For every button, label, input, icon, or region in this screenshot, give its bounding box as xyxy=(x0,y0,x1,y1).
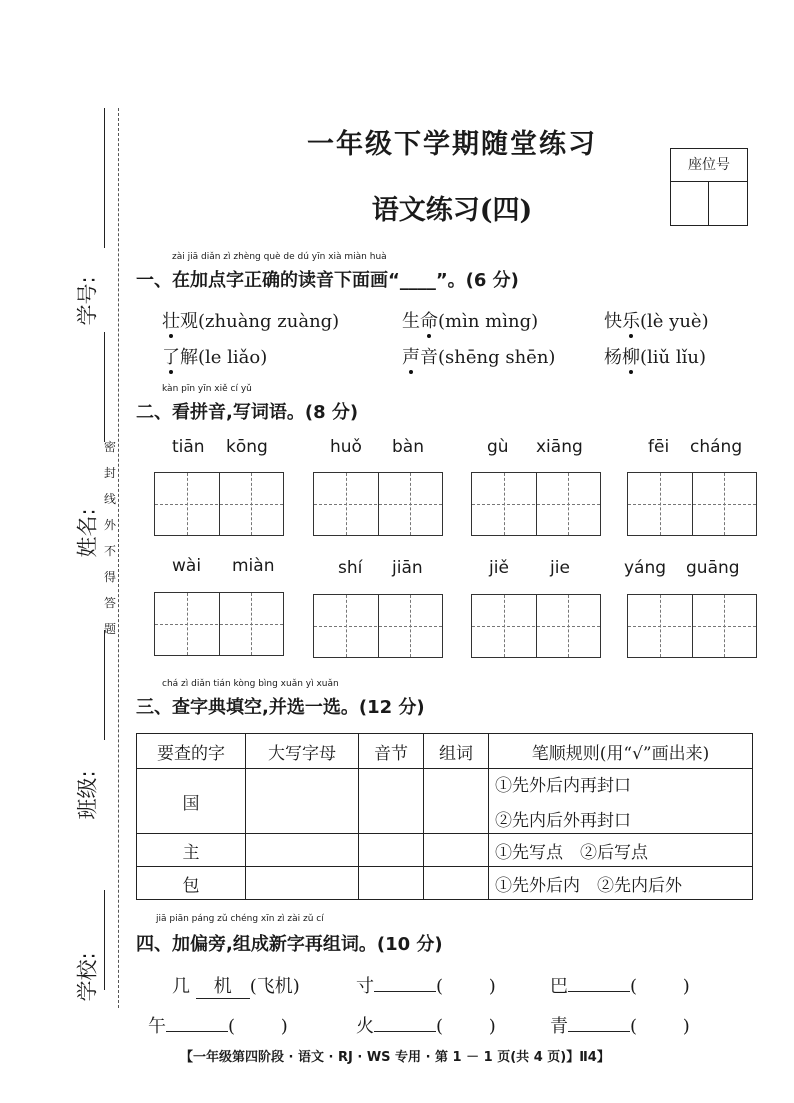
writing-grid[interactable] xyxy=(627,472,757,536)
class-label: 班级: xyxy=(75,770,100,820)
seat-number-box[interactable] xyxy=(670,148,748,226)
stroke-rule-option[interactable]: ①先写点 ②后写点 xyxy=(489,834,753,867)
table-cell-input[interactable] xyxy=(359,834,424,867)
q1-item-post: 音(shēng shēn) xyxy=(420,347,556,368)
pinyin-syllable: jiān xyxy=(392,558,423,578)
pinyin-syllable: gù xyxy=(487,437,509,457)
q1-item-post: (mìn mìng) xyxy=(438,311,539,332)
table-cell-input[interactable] xyxy=(424,769,489,834)
seal-char: 得 xyxy=(104,570,117,584)
q3-pinyin-ruby: chá zì diǎn tián kòng bìng xuǎn yì xuǎn xyxy=(162,679,339,689)
pinyin-syllable: tiān xyxy=(172,437,205,457)
q1-dotted-char: 了 xyxy=(162,347,180,368)
pinyin-syllable: bàn xyxy=(392,437,424,457)
q4-answer-blank[interactable] xyxy=(374,1031,436,1032)
table-row xyxy=(137,867,753,900)
binding-line-school xyxy=(104,890,105,990)
pinyin-syllable: yáng xyxy=(624,558,667,578)
q3-heading: 三、查字典填空,并选一选。(12 分) xyxy=(136,697,425,718)
q4-pinyin-ruby: jiā piān páng zǔ chéng xīn zì zài zǔ cí xyxy=(156,914,324,924)
q4-answer-blank[interactable] xyxy=(568,1031,630,1032)
q4-example-word: (飞机) xyxy=(249,976,300,997)
q1-item[interactable] xyxy=(162,343,267,369)
writing-grid[interactable] xyxy=(154,592,284,656)
binding-line-name xyxy=(104,332,105,442)
seal-char: 密 xyxy=(104,440,117,454)
name-label: 姓名: xyxy=(75,508,100,558)
dictionary-table xyxy=(136,733,753,900)
table-cell-input[interactable] xyxy=(246,769,359,834)
pinyin-syllable: kōng xyxy=(226,437,268,457)
q2-pinyin-ruby: kàn pīn yīn xiě cí yǔ xyxy=(162,384,252,394)
q4-item[interactable]: 青 ( ) xyxy=(550,1016,690,1037)
q1-item-post: 观(zhuàng zuàng) xyxy=(180,311,340,332)
pinyin-syllable: xiāng xyxy=(536,437,583,457)
q4-base-char: 几 xyxy=(172,976,190,997)
q1-item-post: (liǔ lǐu) xyxy=(640,347,706,368)
table-row xyxy=(137,834,753,867)
q4-answer-blank[interactable] xyxy=(374,991,436,992)
seal-char: 线 xyxy=(104,492,117,506)
table-cell-input[interactable] xyxy=(359,769,424,834)
seal-char: 题 xyxy=(104,622,117,636)
page-footer: 【一年级第四阶段 · 语文 · RJ · WS 专用 · 第 1 － 1 页(共 4 页)】Ⅱ4】 xyxy=(180,1050,610,1065)
student-number-label: 学号: xyxy=(75,276,100,326)
pinyin-syllable: guāng xyxy=(686,558,740,578)
stroke-rule-option[interactable]: ②先内后外再封口 xyxy=(495,811,631,831)
pinyin-syllable: huǒ xyxy=(330,437,362,457)
q1-item-pre: 快 xyxy=(604,311,622,332)
q1-item[interactable] xyxy=(604,307,709,333)
q1-item[interactable] xyxy=(604,343,706,369)
pinyin-syllable: cháng xyxy=(690,437,743,457)
table-header: 要查的字 xyxy=(137,734,246,769)
q1-item[interactable] xyxy=(402,307,538,333)
q4-example-answer: 机 xyxy=(196,972,250,999)
q1-item-post: (lè yuè) xyxy=(640,311,709,332)
q1-item[interactable] xyxy=(402,343,555,369)
page-title: 一年级下学期随堂练习 xyxy=(307,129,597,160)
table-header: 笔顺规则(用“√”画出来) xyxy=(489,734,753,769)
writing-grid[interactable] xyxy=(471,594,601,658)
pinyin-syllable: jie xyxy=(550,558,570,578)
q1-dotted-char: 柳 xyxy=(622,347,640,368)
table-header-row xyxy=(137,734,753,769)
q4-item[interactable]: 寸 ( ) xyxy=(356,976,496,997)
table-cell-input[interactable] xyxy=(424,867,489,900)
q4-answer-blank[interactable] xyxy=(166,1031,228,1032)
q1-item-post: 解(le liǎo) xyxy=(180,347,268,368)
table-cell-char: 主 xyxy=(137,834,246,867)
table-cell-input[interactable] xyxy=(246,834,359,867)
writing-grid[interactable] xyxy=(313,594,443,658)
seal-char: 外 xyxy=(104,518,117,532)
table-row xyxy=(137,769,753,834)
q1-dotted-char: 乐 xyxy=(622,311,640,332)
school-label: 学校: xyxy=(75,952,100,1002)
table-cell-char: 国 xyxy=(137,769,246,834)
table-cell-input[interactable] xyxy=(246,867,359,900)
q4-base-char: 寸 xyxy=(356,976,374,997)
q1-item-pre: 杨 xyxy=(604,347,622,368)
q4-example xyxy=(172,972,300,999)
pinyin-syllable: shí xyxy=(338,558,363,578)
q4-base-char: 午 xyxy=(148,1016,166,1037)
page-subtitle: 语文练习(四) xyxy=(371,195,533,226)
q4-answer-blank[interactable] xyxy=(568,991,630,992)
q4-base-char: 青 xyxy=(550,1016,568,1037)
pinyin-syllable: jiě xyxy=(489,558,509,578)
pinyin-syllable: miàn xyxy=(232,556,275,576)
table-header: 大写字母 xyxy=(246,734,359,769)
writing-grid[interactable] xyxy=(627,594,757,658)
table-header: 组词 xyxy=(424,734,489,769)
q4-item[interactable]: 火 ( ) xyxy=(356,1016,496,1037)
writing-grid[interactable] xyxy=(471,472,601,536)
stroke-rule-option[interactable]: ①先外后内 ②先内后外 xyxy=(489,867,753,900)
pinyin-syllable: wài xyxy=(172,556,202,576)
seal-char: 不 xyxy=(104,544,117,558)
seal-char: 答 xyxy=(104,596,117,610)
table-cell-input[interactable] xyxy=(424,834,489,867)
seat-box-divider xyxy=(708,182,709,225)
binding-line-class xyxy=(104,630,105,740)
q2-heading: 二、看拼音,写词语。(8 分) xyxy=(136,402,359,423)
table-cell-options[interactable] xyxy=(489,769,753,834)
table-header: 音节 xyxy=(359,734,424,769)
writing-grid[interactable] xyxy=(313,472,443,536)
q1-item-pre: 生 xyxy=(402,311,420,332)
q4-item[interactable]: 午 ( ) xyxy=(148,1016,288,1037)
pinyin-syllable: fēi xyxy=(648,437,670,457)
q1-dotted-char: 命 xyxy=(420,311,438,332)
table-cell-char: 包 xyxy=(137,867,246,900)
q4-item[interactable]: 巴 ( ) xyxy=(550,976,690,997)
q4-base-char: 巴 xyxy=(550,976,568,997)
q1-item[interactable] xyxy=(162,307,339,333)
q1-dotted-char: 壮 xyxy=(162,311,180,332)
q4-heading: 四、加偏旁,组成新字再组词。(10 分) xyxy=(136,934,443,955)
table-cell-input[interactable] xyxy=(359,867,424,900)
writing-grid[interactable] xyxy=(154,472,284,536)
stroke-rule-option[interactable]: ①先外后内再封口 xyxy=(495,776,631,796)
seat-number-label: 座位号 xyxy=(671,149,747,182)
q4-base-char: 火 xyxy=(356,1016,374,1037)
seal-char: 封 xyxy=(104,466,117,480)
q1-heading: 一、在加点字正确的读音下面画“____”。(6 分) xyxy=(136,270,519,291)
q1-pinyin-ruby: zài jiā diǎn zì zhèng què de dú yīn xià miàn huà xyxy=(172,252,387,262)
q1-dotted-char: 声 xyxy=(402,347,420,368)
binding-dashed-line xyxy=(118,108,119,1008)
